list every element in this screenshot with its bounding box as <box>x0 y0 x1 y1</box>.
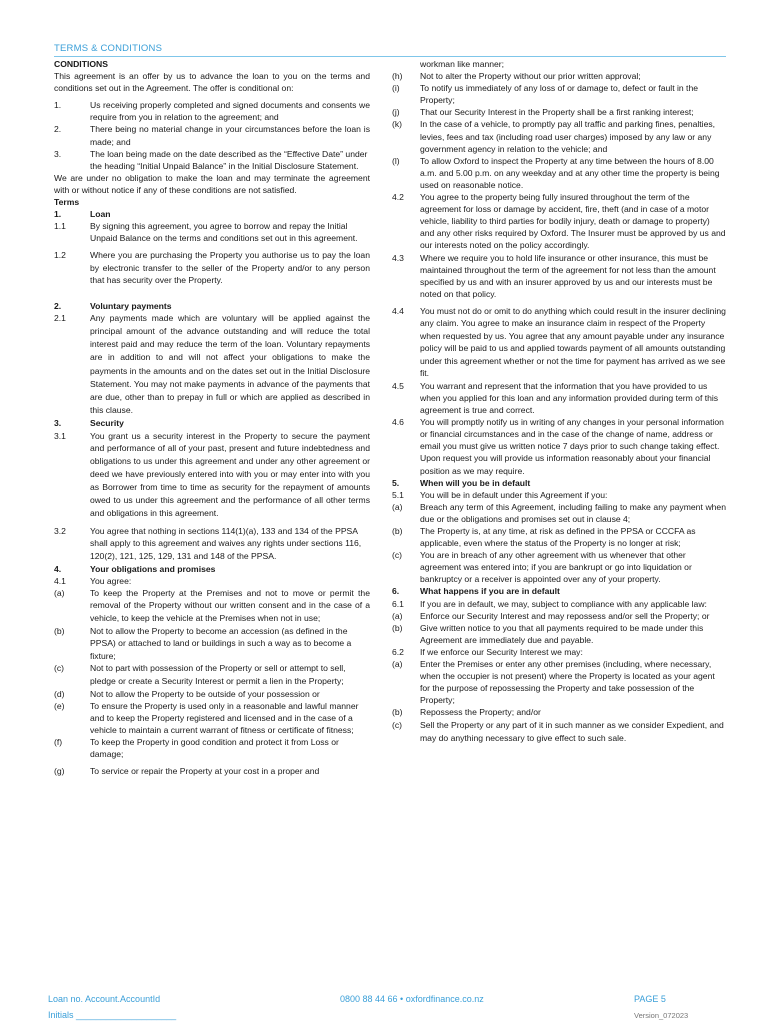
conditions-intro: This agreement is an offer by us to advance the loan to you on the terms and conditions set out in the Agreement. The offer is conditional on: <box>54 71 370 94</box>
sub-clause-text: In the case of a vehicle, to promptly pay all traffic and parking fines, penalties, levies, fees and tax (including road user charges) imposed by any law or any government agency in relation to the vehicle; and <box>420 119 716 154</box>
sub-clause-text: Sell the Property or any part of it in such manner as we consider Expedient, and may do anything necessary to give effect to such sale. <box>420 719 724 743</box>
section-heading <box>54 208 370 220</box>
footer-loan-number: Loan no. Account.AccountId <box>48 994 161 1004</box>
section-heading <box>392 585 726 597</box>
sub-clause-text: To keep the Property at the Premises and not to move or permit the removal of the Property without our written consent and in the case of a vehicle, to keep the vehicle at the Premises when not in use; <box>90 587 370 623</box>
clause <box>54 575 370 587</box>
sub-clause-letter: (i) <box>392 83 400 94</box>
clause-number: 4.5 <box>392 380 404 391</box>
right-column <box>392 58 726 746</box>
terms-heading: Terms <box>54 197 80 208</box>
section-title: Your obligations and promises <box>90 563 216 574</box>
clause <box>392 598 726 610</box>
condition-text: There being no material change in your circumstances before the loan is made; and <box>90 124 370 147</box>
sub-clause-letter: (b) <box>392 622 403 633</box>
clause <box>54 312 370 418</box>
clause <box>54 220 370 244</box>
condition-number: 1. <box>54 100 62 111</box>
condition-item <box>54 148 370 172</box>
continued-text <box>392 58 726 70</box>
sub-clause <box>392 549 726 585</box>
section-heading <box>54 563 370 575</box>
clause-text: Where you are purchasing the Property you authorise us to pay the loan by electronic transfer to the seller of the Property and/or to any person that has security over the Property. <box>90 250 370 285</box>
clause-number: 5.1 <box>392 489 404 500</box>
sub-clause <box>392 719 726 746</box>
sub-clause-text: Enter the Premises or enter any other premises (including, where necessary, when the occupier is not present) where the Property is located as your agent for the purpose of repossessing the Property and take possession of the Property; <box>420 659 715 706</box>
header-divider <box>54 56 726 57</box>
clause-text: You agree to the property being fully insured throughout the term of the agreement for loss or damage by accident, fire, theft (and in case of a motor vehicle, liability to third parties for bodily injury, death or damage to property) and any other risks required by Oxford. The Insurer must be approved by us and our interests noted on the policy accordingly. <box>420 192 726 251</box>
sub-clause <box>54 736 370 760</box>
sub-clause-letter: (c) <box>54 663 65 674</box>
section-heading <box>54 300 370 312</box>
clause-number: 1.2 <box>54 250 66 261</box>
clause-text: Any payments made which are voluntary will be applied against the principal amount of the advance outstanding and will reduce the total interest paid and may reduce the term of the loan. Voluntary repayments are in addition to and will not affect your obligations to make the payments in the amounts and on the dates set out in the Initial Disclosure Statement. You may not make payments in advance of the payments that are due, other than to prepay in full or which are applied as described in this clause. <box>90 312 370 416</box>
sub-clause-text: To keep the Property in good condition and protect it from Loss or damage; <box>90 736 339 760</box>
sub-clause-letter: (c) <box>392 550 403 561</box>
sub-clause-text: Give written notice to you that all payments required to be made under this Agreement are immediately due and payable. <box>420 622 704 645</box>
sub-clause-text: Repossess the Property; and/or <box>420 707 541 718</box>
sub-clause-text: Not to alter the Property without our prior written approval; <box>420 71 641 82</box>
clause-number: 6.2 <box>392 646 404 657</box>
sub-clause-letter: (b) <box>392 707 403 718</box>
condition-item <box>54 99 370 123</box>
clause-number: 4.2 <box>392 192 404 203</box>
clause <box>392 305 726 380</box>
clause <box>54 525 370 563</box>
section-number: 2. <box>54 300 62 311</box>
sub-clause-letter: (f) <box>54 736 63 747</box>
sub-clause-letter: (b) <box>392 526 403 536</box>
section-title: When will you be in default <box>420 477 531 488</box>
sub-clause-letter: (a) <box>392 659 403 670</box>
sub-clause <box>392 155 726 191</box>
sub-clause <box>392 525 726 549</box>
sub-clause <box>392 658 726 706</box>
section-title: Security <box>90 418 124 429</box>
sub-clause <box>392 82 726 106</box>
clause-number: 4.4 <box>392 305 404 316</box>
sub-clause <box>392 70 726 82</box>
sub-clause-letter: (h) <box>392 71 403 82</box>
sub-clause <box>392 610 726 622</box>
sub-clause <box>54 625 370 663</box>
sub-clause-text: To ensure the Property is used only in a reasonable and lawful manner and to keep the Property registered and licensed and in the case of a vehicle to maintain a current warrant of fitness or certificate of fitness; <box>90 700 359 735</box>
clause-number: 4.6 <box>392 417 404 428</box>
footer-initials: Initials ____________________ <box>48 1010 177 1020</box>
condition-number: 3. <box>54 148 62 159</box>
clause <box>392 489 726 501</box>
sub-clause <box>54 587 370 625</box>
obligation-note: We are under no obligation to make the loan and may terminate the agreement with or without notice if any of these conditions are not satisfied. <box>54 172 370 195</box>
clause-text: Where we require you to hold life insurance or other insurance, this must be maintained throughout the term of the agreement for not less than the amount specified by us and with an insurer approved by us and our interests must be noted on that policy. <box>420 252 716 299</box>
condition-text: The loan being made on the date described as the “Effective Date” under the heading “Initial Unpaid Balance” in the Initial Disclosure Statement. <box>90 148 368 171</box>
clause-text: You grant us a security interest in the Property to secure the payment and performance of all of your past, present and future indebtedness and obligations to us under this agreement and under any other agreement or deed we have previously entered into with you or may enter into with you as Borrower from time to time as security for the repayment of amounts owed to us under this agreement and the performance of all other terms and obligations in this agreement. <box>90 430 370 518</box>
sub-clause <box>54 688 370 700</box>
sub-clause-letter: (b) <box>54 625 65 636</box>
sub-clause <box>392 501 726 525</box>
clause-text: You will be in default under this Agreement if you: <box>420 489 608 500</box>
sub-clause-text: Enforce our Security Interest and may repossess and/or sell the Property; or <box>420 610 710 621</box>
sub-clause-text: Breach any term of this Agreement, including failing to make any payment when due or the obligations and promises set out in clause 4; <box>420 501 726 524</box>
sub-clause-letter: (a) <box>392 501 403 512</box>
clause-text: You will promptly notify us in writing of any changes in your personal information or financial circumstances and in the case of the change of name, address or email you must give us written notice 7 days prior to such change taking effect. Upon request you will provide us information reasonably about your financial position as we may require. <box>420 417 724 476</box>
sub-clause-text: To allow Oxford to inspect the Property at any time between the hours of 8.00 a.m. and 5.00 p.m. on any weekday and at any other time the property is being used on reasonable notice. <box>420 155 720 190</box>
clause-number: 6.1 <box>392 598 404 609</box>
sub-clause-letter: (a) <box>54 587 65 598</box>
sub-clause-text: To service or repair the Property at your cost in a proper and <box>90 766 320 777</box>
sub-clause <box>392 118 726 154</box>
condition-number: 2. <box>54 124 62 135</box>
clause-number: 4.1 <box>54 575 66 586</box>
clause <box>392 252 726 300</box>
clause-text: By signing this agreement, you agree to borrow and repay the Initial Unpaid Balance on the terms and conditions set out in this agreement. <box>90 221 358 244</box>
footer-page-number: PAGE 5 <box>634 994 666 1004</box>
sub-clause-letter: (j) <box>392 107 400 118</box>
sub-clause-text: Not to part with possession of the Property or sell or attempt to sell, pledge or create a Security Interest or permit a lien in the Property; <box>90 663 346 686</box>
section-number: 5. <box>392 477 400 488</box>
clause-number: 1.1 <box>54 221 66 232</box>
clause-text: If you are in default, we may, subject to compliance with any applicable law: <box>420 598 707 609</box>
clause-text: If we enforce our Security Interest we may: <box>420 646 583 657</box>
conditions-heading: CONDITIONS <box>54 59 108 69</box>
clause-text: You must not do or omit to do anything which could result in the insurer declining any claim. You agree to make an insurance claim in respect of the Property when requested by us. You agree that any amount payable under any insurance policy will be paid to us and applied towards payment of all amounts outstanding under this agreement whether or not the time for payment has arrived as we see fit. <box>420 305 726 379</box>
footer-contact: 0800 88 44 66 • oxfordfinance.co.nz <box>340 994 484 1004</box>
section-heading <box>54 417 370 429</box>
sub-clause <box>54 765 370 777</box>
section-number: 4. <box>54 563 62 574</box>
page-header-title: TERMS & CONDITIONS <box>54 43 163 54</box>
sub-clause-letter: (e) <box>54 700 65 711</box>
section-number: 3. <box>54 418 62 429</box>
clause <box>54 249 370 285</box>
clause-text: You agree: <box>90 575 132 586</box>
sub-clause <box>392 706 726 718</box>
sub-clause-letter: (d) <box>54 688 65 699</box>
footer-version: Version_072023 <box>634 1011 689 1020</box>
section-title: What happens if you are in default <box>420 586 560 597</box>
sub-clause-text: The Property is, at any time, at risk as defined in the PPSA or CCCFA as applicable, even where the status of the Property is no longer at risk; <box>420 526 696 549</box>
clause <box>392 416 726 476</box>
condition-text: Us receiving properly completed and signed documents and consents we require from you in relation to the agreement; and <box>90 100 370 123</box>
sub-clause-letter: (a) <box>392 610 403 621</box>
continued-clause-text: workman like manner; <box>420 59 505 69</box>
sub-clause <box>392 622 726 646</box>
sub-clause-text: That our Security Interest in the Property shall be a first ranking interest; <box>420 107 694 118</box>
sub-clause-letter: (c) <box>392 719 403 730</box>
section-heading <box>392 477 726 489</box>
clause <box>54 430 370 520</box>
clause-number: 3.1 <box>54 430 66 441</box>
section-title: Loan <box>90 209 111 220</box>
sub-clause-letter: (l) <box>392 155 400 166</box>
sub-clause-text: You are in breach of any other agreement with us whenever that other agreement was entered into; if you are bankrupt or go into liquidation or bankruptcy or a receiver is appointed over any of your property. <box>420 550 692 585</box>
clause-text: You warrant and represent that the information that you have provided to us when you applied for this loan and any information provided during term of this agreement is true and correct. <box>420 380 719 416</box>
clause-text: You agree that nothing in sections 114(1)(a), 133 and 134 of the PPSA shall apply to this agreement and waives any rights under sections 116, 120(2), 121, 125, 129, 131 and 148 of the PPSA. <box>90 525 362 562</box>
clause-number: 2.1 <box>54 312 66 323</box>
sub-clause <box>54 662 370 687</box>
sub-clause <box>54 700 370 736</box>
section-number: 1. <box>54 209 62 220</box>
condition-item <box>54 123 370 147</box>
left-column <box>54 58 370 777</box>
clause <box>392 380 726 416</box>
section-number: 6. <box>392 586 400 597</box>
clause-number: 4.3 <box>392 252 404 263</box>
clause-number: 3.2 <box>54 525 66 536</box>
sub-clause-text: Not to allow the Property to be outside of your possession or <box>90 688 320 699</box>
clause <box>392 646 726 658</box>
sub-clause-text: Not to allow the Property to become an accession (as defined in the PPSA) or attached to land or buildings in such a way as to become a fixture; <box>90 625 352 661</box>
section-title: Voluntary payments <box>90 300 172 311</box>
sub-clause-letter: (k) <box>392 119 403 130</box>
sub-clause-text: To notify us immediately of any loss of or damage to, defect or fault in the Property; <box>420 83 699 106</box>
clause <box>392 191 726 251</box>
sub-clause-letter: (g) <box>54 766 65 777</box>
sub-clause <box>392 106 726 118</box>
